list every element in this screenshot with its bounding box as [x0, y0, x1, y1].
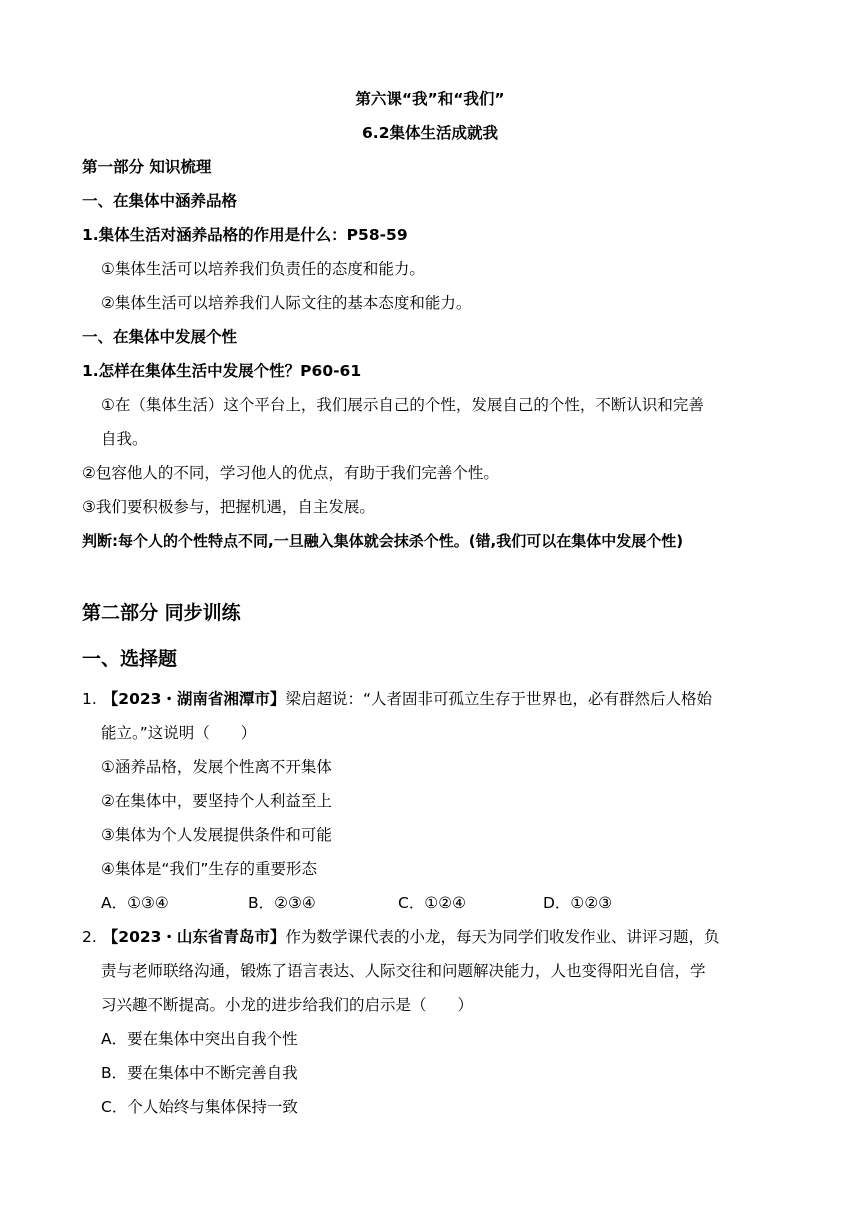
question-number: 2.: [82, 928, 97, 946]
lesson-title: 第六课“我”和“我们”: [355, 90, 505, 108]
answer-point-1-line1: ①在（集体生活）这个平台上，我们展示自己的个性，发展自己的个性，不断认识和完善: [101, 396, 704, 414]
question-1-option-c: C．①②④: [398, 894, 467, 912]
part2-heading: 第二部分 同步训练: [82, 602, 241, 624]
question-1-stem-line1: [82, 689, 712, 709]
question-2-option-a: A．要在集体中突出自我个性: [101, 1030, 298, 1048]
question-2-stem-line2: 责与老师联络沟通，锻炼了语言表达、人际交往和问题解决能力，人也变得阳光自信，学: [101, 962, 706, 980]
question-source: 【2023・湖南省湘潭市】: [102, 690, 286, 708]
question-1-item-4: ④集体是“我们”生存的重要形态: [101, 860, 317, 878]
answer-point-2: ②包容他人的不同，学习他人的优点，有助于我们完善个性。: [82, 464, 499, 482]
question-2-stem-line3: 习兴趣不断提高。小龙的进步给我们的启示是（ ）: [101, 996, 474, 1014]
answer-point-2: ②集体生活可以培养我们人际文往的基本态度和能力。: [101, 294, 472, 312]
lesson-subtitle: 6.2集体生活成就我: [362, 124, 498, 142]
question-1-stem-line2: 能立。”这说明（ ）: [101, 724, 257, 742]
question-2-option-b: B．要在集体中不断完善自我: [101, 1064, 298, 1082]
question-number: 1.: [82, 690, 97, 708]
section-heading-character: 一、在集体中涵养品格: [82, 192, 238, 210]
judgement-statement: 判断:每个人的个性特点不同,一旦融入集体就会抹杀个性。(错,我们可以在集体中发展个性): [82, 532, 684, 550]
choice-section-heading: 一、选择题: [82, 648, 178, 670]
question-1-item-3: ③集体为个人发展提供条件和可能: [101, 826, 332, 844]
question-develop-personality: 1.怎样在集体生活中发展个性？P60-61: [82, 362, 362, 380]
answer-point-3: ③我们要积极参与，把握机遇，自主发展。: [82, 498, 375, 516]
answer-point-1-line2: 自我。: [101, 430, 148, 448]
section-heading-personality: 一、在集体中发展个性: [82, 328, 238, 346]
question-stem: 作为数学课代表的小龙，每天为同学们收发作业、讲评习题，负: [285, 928, 720, 946]
question-character-role: 1.集体生活对涵养品格的作用是什么：P58-59: [82, 226, 408, 244]
question-1-option-b: B．②③④: [248, 894, 316, 912]
part1-heading: 第一部分 知识梳理: [82, 158, 212, 176]
question-1-item-1: ①涵养品格，发展个性离不开集体: [101, 758, 332, 776]
question-1-option-d: D．①②③: [543, 894, 613, 912]
answer-point-1: ①集体生活可以培养我们负责任的态度和能力。: [101, 260, 425, 278]
question-1-item-2: ②在集体中，要坚持个人利益至上: [101, 792, 332, 810]
question-2-option-c: C．个人始终与集体保持一致: [101, 1098, 298, 1116]
question-stem: 梁启超说：“人者固非可孤立生存于世界也，必有群然后人格始: [285, 690, 712, 708]
question-source: 【2023・山东省青岛市】: [102, 928, 286, 946]
question-1-option-a: A．①③④: [101, 894, 169, 912]
question-2-stem-line1: [82, 927, 719, 947]
